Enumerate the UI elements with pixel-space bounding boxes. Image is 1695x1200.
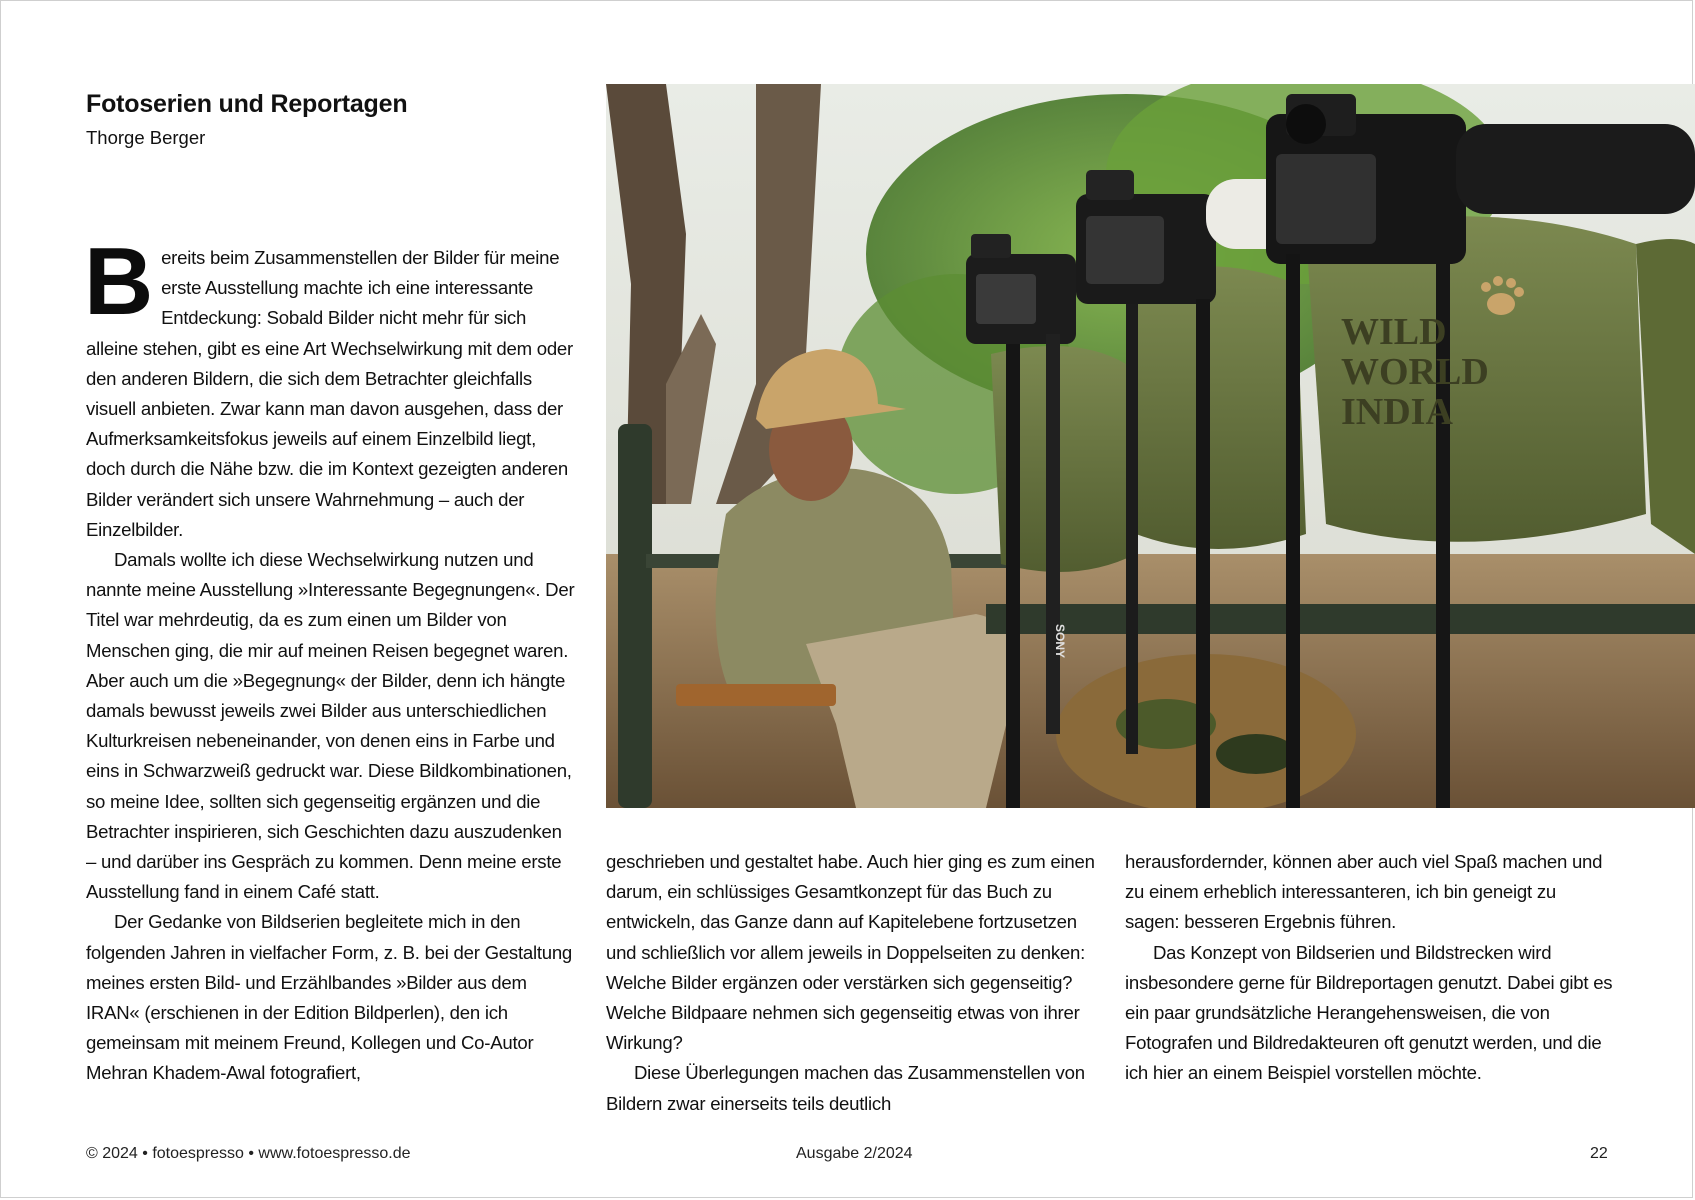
col2-paragraph-1: geschrieben und gestaltet habe. Auch hier ging es zum einen darum, ein schlüssiges Gesamtkonzept für das Buch zu entwickeln, das Ganze dann auf Kapitelebene fortzusetzen und schließlich vor allem jeweils in Doppelseiten zu denken: Welche Bilder ergänzen oder verstärken sich gegenseitig? Welche Bildpaare nehmen sich gegenseitig etwas von ihrer Wirkung? bbox=[606, 851, 1095, 1054]
photo-illustration bbox=[606, 84, 1695, 808]
footer-copyright: © 2024 • fotoespresso • www.fotoespresso.de bbox=[86, 1145, 411, 1162]
first-paragraph bbox=[84, 228, 576, 545]
paragraph-3: Der Gedanke von Bildserien begleitete mich in den folgenden Jahren in vielfacher Form, z. B. bei der Gestaltung meines ersten Bild- und Erzählbandes »Bilder aus dem IRAN« (erschienen in der Edition Bildperlen), den ich gemeinsam mit meinem Freund, Kollegen und Co-Autor Mehran Khadem-Awal fotografiert, bbox=[86, 911, 573, 1084]
text-column-2 bbox=[606, 847, 1096, 1119]
drop-cap: B bbox=[84, 228, 154, 335]
article-title: Fotoserien und Reportagen bbox=[86, 90, 408, 118]
footer-page-number: 22 bbox=[1590, 1145, 1608, 1162]
bag-print-line-3: INDIA bbox=[1341, 391, 1453, 433]
text-column-1 bbox=[84, 228, 576, 1089]
bag-print-line-2: WORLD bbox=[1341, 351, 1489, 393]
strap-brand-text: SONY bbox=[1053, 624, 1067, 659]
footer-issue: Ausgabe 2/2024 bbox=[796, 1145, 913, 1162]
safari-camera-photo bbox=[606, 84, 1695, 808]
text-column-3 bbox=[1125, 847, 1615, 1089]
col3-paragraph-1: herausfordernder, können aber auch viel Spaß machen und zu einem erheblich interessanteren, ich bin geneigt zu sagen: besseren Ergebnis führen. bbox=[1125, 851, 1603, 933]
first-paragraph-text: ereits beim Zusammenstellen der Bilder für meine erste Ausstellung machte ich eine interessante Entdeckung: Sobald Bilder nicht mehr für sich alleine stehen, gibt es eine Art Wechselwirkung mit dem oder den anderen Bildern, die sich dem Betrachter gleichfalls visuell anbieten. Zwar kann man davon ausgehen, dass der Aufmerksamkeitsfokus jeweils auf einem Einzelbild liegt, doch durch die Nähe bzw. die im Kontext gezeigten anderen Bilder verändert sich unsere Wahrnehmung – auch der Einzelbilder. bbox=[86, 247, 573, 540]
col2-paragraph-2: Diese Überlegungen machen das Zusammenstellen von Bildern zwar einerseits teils deutlich bbox=[606, 1062, 1085, 1114]
paragraph-2: Damals wollte ich diese Wechselwirkung nutzen und nannte meine Ausstellung »Interessante Begegnungen«. Der Titel war mehrdeutig, da es zum einen um Bilder von Menschen ging, die mir auf meinen Reisen begegnet waren. Aber auch um die »Begegnung« der Bilder, denn ich hängte damals bewusst jeweils zwei Bilder aus unterschiedlichen Kulturkreisen nebeneinander, von denen eins in Farbe und eins in Schwarzweiß gedruckt war. Diese Bildkombinationen, so meine Idee, sollten sich gegenseitig ergänzen und die Betrachter inspirieren, sich Geschichten dazu auszudenken – und darüber ins Gespräch zu kommen. Denn meine erste Ausstellung fand in einem Café statt. bbox=[86, 549, 575, 903]
col3-paragraph-2: Das Konzept von Bildserien und Bildstrecken wird insbesondere gerne für Bildreportagen genutzt. Dabei gibt es ein paar grundsätzliche Herangehensweisen, die von Fotografen und Bildredakteuren oft genutzt werden, und die ich hier an einem Beispiel vorstellen möchte. bbox=[1125, 941, 1613, 1084]
article-author: Thorge Berger bbox=[86, 127, 206, 148]
bag-print-line-1: WILD bbox=[1341, 311, 1447, 353]
